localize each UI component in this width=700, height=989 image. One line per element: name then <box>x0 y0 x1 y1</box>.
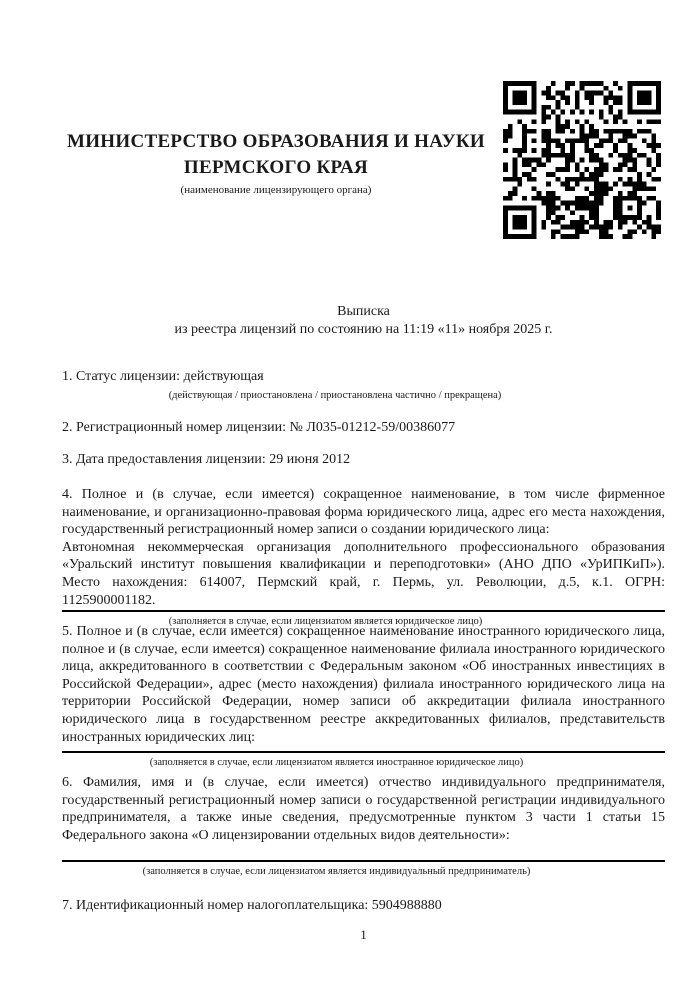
item-5-caption: (заполняется в случае, если лицензиатом является иностранное юридическое лицо) <box>149 757 524 769</box>
ministry-name-line1: МИНИСТЕРСТВО ОБРАЗОВАНИЯ И НАУКИ <box>66 131 486 152</box>
item-2-registration-number <box>62 419 665 437</box>
issuing-authority-caption: (наименование лицензирующего органа) <box>180 184 372 196</box>
item-7-taxpayer-number <box>62 897 665 915</box>
item-5-text: 5. Полное и (в случае, если имеется) сокращенное наименование иностранного юридического лица, полное и (в случае, если имеется) сокращенное наименование филиала иностранного юридического лица, аккредитованного в соответствии с Федеральным законом «Об иностранных инвестициях в Российской Федерации», адрес (место нахождения) филиала иностранного юридического лица на территории Российской Федерации, номер записи об аккредитации филиала иностранного юридического лица в государственном реестре аккредитованных филиалов, представительств иностранных юридических лиц: <box>62 624 665 745</box>
item-1-text: 1. Статус лицензии: действующая <box>62 369 264 384</box>
fill-in-rule <box>62 860 665 862</box>
fill-in-rule <box>62 610 665 612</box>
item-4-text: 4. Полное и (в случае, если имеется) сокращенное наименование, в том числе фирменное наименование, и организационно-правовая форма юридического лица, адрес его места нахождения, государственный регистрационный номер записи о создании юридического лица: <box>62 487 665 538</box>
document-title-line2: из реестра лицензий по состоянию на 11:19 «11» ноября 2025 г. <box>174 321 553 337</box>
item-5-foreign-entity <box>62 623 665 769</box>
item-6-text: 6. Фамилия, имя и (в случае, если имеется) отчество индивидуального предпринимателя, государственный регистрационный номер записи о государственной регистрации индивидуального предпринимателя, а также иные сведения, предусмотренные пунктом 3 части 1 статьи 15 Федерального закона «О лицензировании отдельных видов деятельности»: <box>62 775 665 843</box>
item-3-grant-date <box>62 451 665 469</box>
item-6-caption: (заполняется в случае, если лицензиатом является индивидуальный предприниматель) <box>142 866 531 878</box>
item-3-text: 3. Дата предоставления лицензии: 29 июня 2012 <box>62 452 351 467</box>
page-number: 1 <box>360 927 367 942</box>
document-title <box>62 303 665 338</box>
item-6-individual-entrepreneur <box>62 774 665 878</box>
item-2-text: 2. Регистрационный номер лицензии: № Л035-01212-59/00386077 <box>62 420 456 435</box>
issuing-authority-header <box>62 129 490 196</box>
item-4-value: Автономная некоммерческая организация дополнительного профессионального образования «Уральский институт повышения квалификации и переподготовки» (АНО ДПО «УрИПКиП»). Место нахождения: 614007, Пермский край, г. Пермь, ул. Революции, д.5, к.1. ОГРН: 1125900001182. <box>62 539 665 608</box>
fill-in-rule <box>62 751 665 753</box>
item-1-license-status <box>62 368 665 402</box>
item-7-text: 7. Идентификационный номер налогоплательщика: 5904988880 <box>62 898 442 913</box>
item-4-caption: (заполняется в случае, если лицензиатом является юридическое лицо) <box>168 616 483 628</box>
item-4-legal-entity <box>62 486 665 628</box>
qr-code-icon <box>503 81 661 239</box>
item-1-caption: (действующая / приостановлена / приостановлена частично / прекращена) <box>168 389 502 401</box>
document-title-line1: Выписка <box>337 304 390 319</box>
ministry-name-line2: ПЕРМСКОГО КРАЯ <box>183 157 369 178</box>
